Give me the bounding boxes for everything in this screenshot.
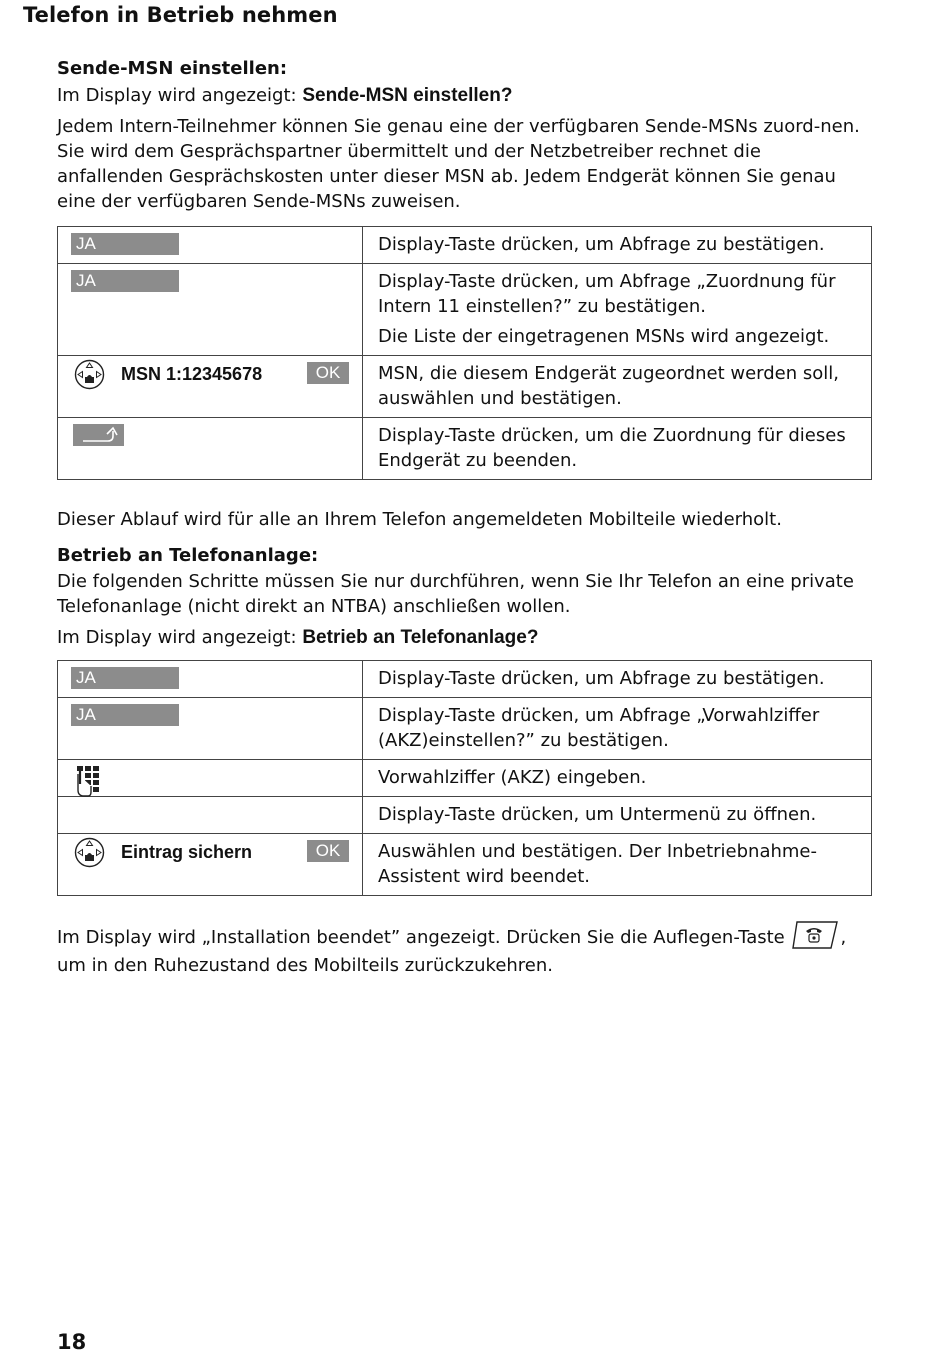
display-line-sende-msn [57,83,875,108]
page-header-title: Telefon in Betrieb nehmen [23,3,338,27]
step-text-secondary: Die Liste der eingetragenen MSNs wird angezeigt. [378,326,830,347]
table-row [58,356,872,418]
table-row [58,760,872,797]
ok-display-key: OK [307,840,349,862]
display-value: Sende-MSN einstellen? [302,85,513,106]
table-row [58,418,872,480]
paragraph-telefonanlage: Die folgenden Schritte müssen Sie nur durchführen, wenn Sie Ihr Telefon an eine private Telefonanlage (nicht direkt an NTBA) anschließen wollen. [57,571,854,617]
step-text: Display-Taste drücken, um Abfrage zu bestätigen. [363,661,872,698]
step-text: Vorwahlziffer (AKZ) eingeben. [363,760,872,797]
ja-display-key: JA [71,270,179,292]
step-text: MSN, die diesem Endgerät zugeordnet werden soll, auswählen und bestätigen. [363,356,872,418]
ja-display-key: JA [71,233,179,255]
table-row [58,834,872,896]
table-row [58,698,872,760]
table-row [58,661,872,698]
table-row [58,797,872,834]
ja-display-key: JA [71,667,179,689]
menu-entry-msn: MSN 1:12345678 [121,364,263,384]
step-text: Display-Taste drücken, um Abfrage „Zuordnung für Intern 11 einstellen?” zu bestätigen. [378,271,836,317]
navigation-key-icon [74,359,105,390]
menu-entry-eintrag-sichern: Eintrag sichern [121,842,253,862]
display-value: Betrieb an Telefonanlage? [302,627,539,648]
step-text: Display-Taste drücken, um Abfrage „Vorwahlziffer (AKZ)einstellen?” zu bestätigen. [363,698,872,760]
table-row [58,264,872,356]
section-title-sende-msn: Sende-MSN einstellen: [57,58,288,79]
step-text: Display-Taste drücken, um Abfrage zu bestätigen. [363,227,872,264]
page-number: 18 [57,1330,87,1354]
footer-text-part1: Im Display wird „Installation beendet” angezeigt. Drücken Sie die Auflegen-Taste [57,927,791,948]
table-row [58,227,872,264]
display-prefix: Im Display wird angezeigt: [57,85,303,106]
paragraph-sende-msn: Jedem Intern-Teilnehmer können Sie genau eine der verfügbaren Sende-MSNs zuord-nen. Sie wird dem Gesprächspartner übermittelt und der Netzbetreiber rechnet die anfallenden Gesprächskosten unter dieser MSN ab. Jedem Endgerät können Sie genau eine der verfügbaren Sende-MSNs zuweisen. [57,116,860,212]
ja-display-key: JA [71,704,179,726]
footer-text-part2: , um in den Ruhezustand des Mobilteils zurückzukehren. [57,927,847,976]
navigation-key-icon [74,837,105,868]
paragraph-repeat-note: Dieser Ablauf wird für alle an Ihrem Telefon angemeldeten Mobilteile wiederholt. [57,509,782,530]
ok-display-key: OK [307,362,349,384]
steps-table-telefonanlage [57,660,872,896]
paragraph-installation-finished [57,923,875,978]
display-line-telefonanlage [57,625,875,650]
section-title-telefonanlage: Betrieb an Telefonanlage: [57,545,319,566]
keypad-icon [74,764,106,798]
steps-table-sende-msn [57,226,872,480]
display-prefix: Im Display wird angezeigt: [57,627,303,648]
content [57,56,875,978]
step-text: Auswählen und bestätigen. Der Inbetriebnahme-Assistent wird beendet. [363,834,872,896]
hangup-key-icon [790,920,840,950]
step-text: Display-Taste drücken, um die Zuordnung für dieses Endgerät zu beenden. [363,418,872,480]
step-text: Display-Taste drücken, um Untermenü zu öffnen. [363,797,872,834]
back-key-icon [73,424,124,446]
